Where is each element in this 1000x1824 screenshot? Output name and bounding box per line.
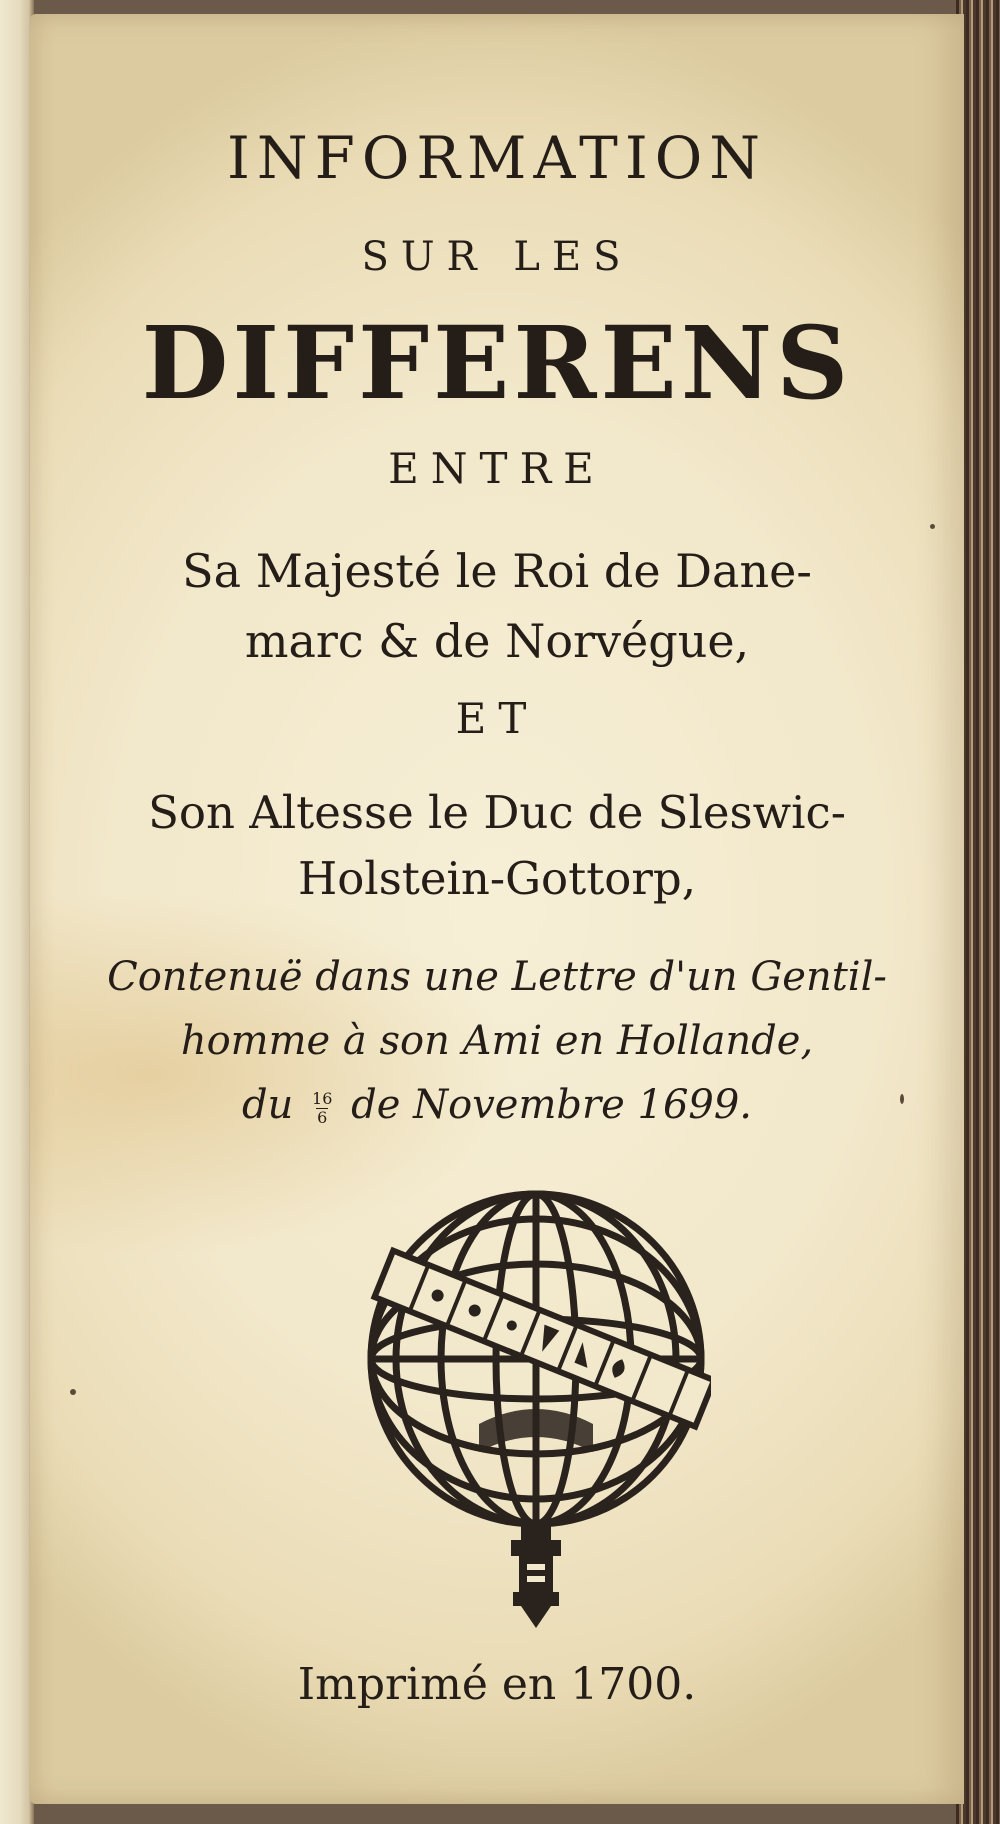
date-fraction [312, 1088, 333, 1127]
ink-speck [900, 1094, 904, 1104]
ink-speck [70, 1389, 76, 1395]
title-line-entre: ENTRE [388, 444, 606, 493]
second-party-line1: Son Altesse le Duc de Sleswic- [148, 786, 846, 839]
first-party-line1: Sa Majesté le Roi de Dane- [182, 544, 812, 598]
first-party-line2: marc & de Norvégue, [244, 614, 750, 668]
date-prefix: du [241, 1082, 294, 1128]
title-line-information: INFORMATION [226, 124, 768, 192]
subtitle-date-line [30, 1082, 964, 1128]
subtitle-line2: homme à son Ami en Hollande, [180, 1018, 814, 1064]
ink-speck [930, 524, 935, 529]
title-page [30, 14, 964, 1804]
date-denominator: 6 [317, 1107, 328, 1127]
previous-page-edge [0, 0, 34, 1824]
title-line-differens: DIFFERENS [141, 304, 853, 422]
second-party-line2: Holstein-Gottorp, [297, 852, 697, 905]
armillary-sphere-icon [361, 1184, 711, 1634]
date-numerator: 16 [312, 1088, 333, 1108]
date-suffix: de Novembre 1699. [351, 1082, 753, 1128]
subtitle-line1: Contenuë dans une Lettre d'un Gentil- [107, 954, 887, 1000]
conjunction-et: ET [455, 694, 539, 743]
title-line-sur-les: SUR LES [361, 234, 633, 280]
imprint-line: Imprimé en 1700. [297, 1659, 697, 1710]
